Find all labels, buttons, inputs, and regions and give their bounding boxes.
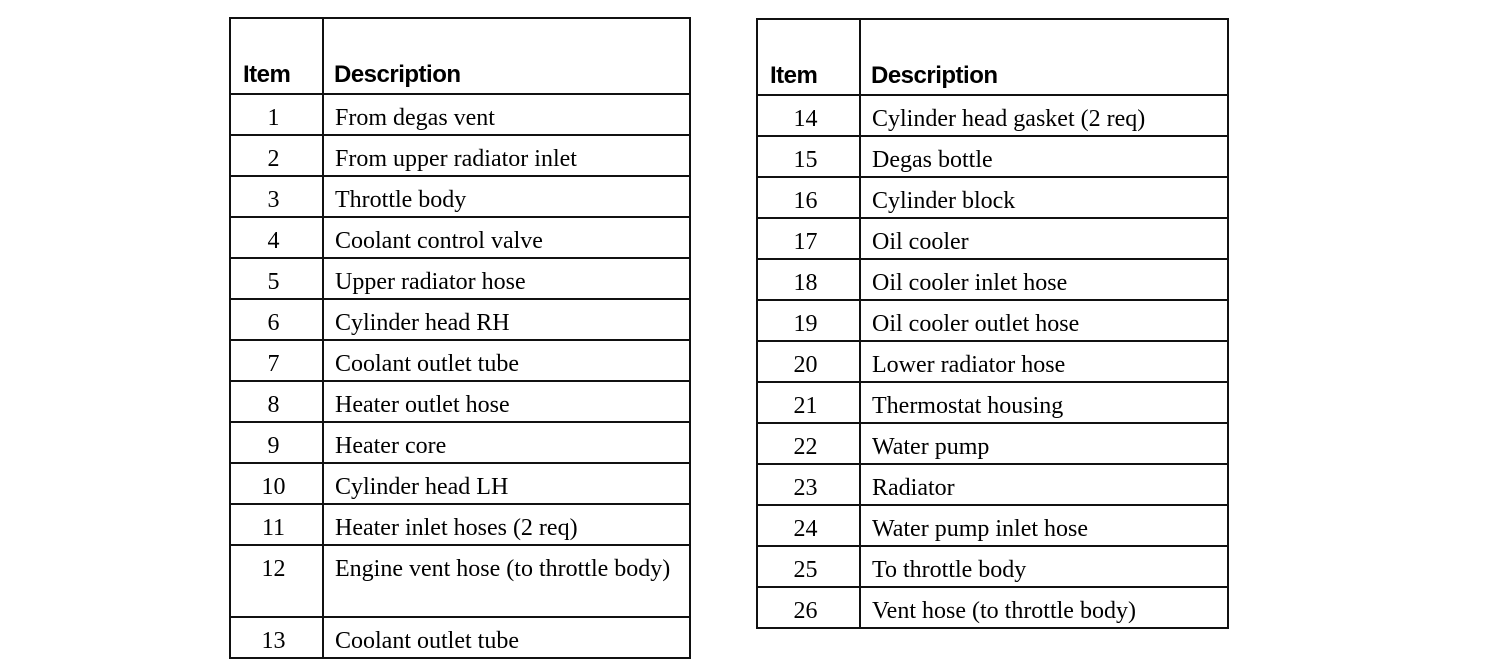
table-row	[230, 299, 690, 340]
item-description: To throttle body	[860, 546, 1228, 587]
item-description: Heater core	[323, 422, 690, 463]
item-description: Upper radiator hose	[323, 258, 690, 299]
column-header-description: Description	[860, 19, 1228, 95]
item-description: Engine vent hose (to throttle body)	[323, 545, 690, 617]
table-row	[757, 546, 1228, 587]
item-number: 25	[757, 546, 860, 587]
table-row	[230, 258, 690, 299]
item-number: 17	[757, 218, 860, 259]
item-description: Vent hose (to throttle body)	[860, 587, 1228, 628]
item-description: Cylinder head gasket (2 req)	[860, 95, 1228, 136]
column-header-description: Description	[323, 18, 690, 94]
table-row	[757, 259, 1228, 300]
item-description: Lower radiator hose	[860, 341, 1228, 382]
table-row	[230, 545, 690, 617]
item-description: Water pump inlet hose	[860, 505, 1228, 546]
table-row	[230, 463, 690, 504]
item-number: 3	[230, 176, 323, 217]
table-row	[230, 504, 690, 545]
item-number: 7	[230, 340, 323, 381]
table-row	[757, 218, 1228, 259]
item-description: Oil cooler inlet hose	[860, 259, 1228, 300]
table-row	[230, 135, 690, 176]
item-number: 21	[757, 382, 860, 423]
item-description: Radiator	[860, 464, 1228, 505]
table-row	[230, 381, 690, 422]
item-description: Oil cooler	[860, 218, 1228, 259]
item-description: Water pump	[860, 423, 1228, 464]
item-description: Thermostat housing	[860, 382, 1228, 423]
item-number: 20	[757, 341, 860, 382]
table-row	[757, 464, 1228, 505]
table-row	[757, 587, 1228, 628]
item-description: From upper radiator inlet	[323, 135, 690, 176]
item-number: 24	[757, 505, 860, 546]
item-number: 10	[230, 463, 323, 504]
item-description: Coolant control valve	[323, 217, 690, 258]
table-row	[757, 341, 1228, 382]
item-number: 19	[757, 300, 860, 341]
item-number: 8	[230, 381, 323, 422]
table-row	[230, 422, 690, 463]
table-row	[757, 177, 1228, 218]
item-number: 15	[757, 136, 860, 177]
item-number: 2	[230, 135, 323, 176]
item-number: 11	[230, 504, 323, 545]
item-description: Cylinder head LH	[323, 463, 690, 504]
legend-table-left	[229, 17, 691, 659]
item-description: Cylinder block	[860, 177, 1228, 218]
table-row	[757, 136, 1228, 177]
item-number: 9	[230, 422, 323, 463]
item-number: 14	[757, 95, 860, 136]
item-number: 23	[757, 464, 860, 505]
column-header-item: Item	[230, 18, 323, 94]
item-description: Oil cooler outlet hose	[860, 300, 1228, 341]
item-description: Heater inlet hoses (2 req)	[323, 504, 690, 545]
table-row	[230, 176, 690, 217]
item-number: 13	[230, 617, 323, 658]
table-row	[757, 300, 1228, 341]
item-number: 1	[230, 94, 323, 135]
item-number: 4	[230, 217, 323, 258]
legend-table-right	[756, 18, 1229, 629]
item-description: Throttle body	[323, 176, 690, 217]
item-description: Heater outlet hose	[323, 381, 690, 422]
item-number: 26	[757, 587, 860, 628]
table-row	[230, 217, 690, 258]
table-row	[757, 382, 1228, 423]
item-description: Cylinder head RH	[323, 299, 690, 340]
table-row	[757, 423, 1228, 464]
table-row	[230, 617, 690, 658]
table-row	[230, 94, 690, 135]
item-number: 5	[230, 258, 323, 299]
table-header-row	[757, 19, 1228, 95]
item-description: Coolant outlet tube	[323, 340, 690, 381]
table-row	[757, 505, 1228, 546]
item-number: 22	[757, 423, 860, 464]
item-number: 6	[230, 299, 323, 340]
item-number: 18	[757, 259, 860, 300]
table-header-row	[230, 18, 690, 94]
item-description: Degas bottle	[860, 136, 1228, 177]
column-header-item: Item	[757, 19, 860, 95]
item-number: 12	[230, 545, 323, 617]
item-description: From degas vent	[323, 94, 690, 135]
table-row	[230, 340, 690, 381]
table-row	[757, 95, 1228, 136]
item-number: 16	[757, 177, 860, 218]
item-description: Coolant outlet tube	[323, 617, 690, 658]
